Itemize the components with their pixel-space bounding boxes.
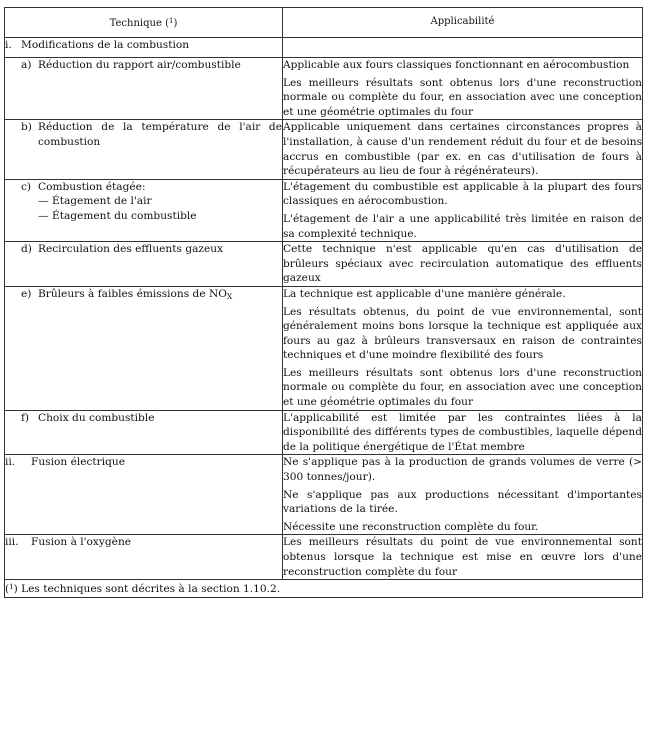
applicability-table bbox=[4, 7, 643, 598]
technique-cell: c) Combustion étagée: — Étagement de l'air — Étagement du combustible bbox=[5, 179, 283, 241]
footnote: ($^1$) Les techniques sont décrites à la section 1.10.2. bbox=[5, 580, 643, 598]
technique-cell: iii. Fusion à l'oxygène bbox=[5, 535, 283, 580]
applicability-cell: L'étagement du combustible est applicable à la plupart des fours classiques en aérocombustion. L'étagement de l'air a une applicabilité très limitée en raison de sa complexité technique. bbox=[283, 179, 643, 241]
applicability-cell: Applicable uniquement dans certaines circonstances propres à l'installation, à cause d'un rendement réduit du four et de besoins accrus en combustible (par ex. en cas d'utilisation de fours à récupérateurs au lieu de four à régénérateurs). bbox=[283, 120, 643, 179]
header-technique: Technique ($^1$) bbox=[5, 8, 283, 38]
table-row bbox=[5, 455, 643, 535]
table-row bbox=[5, 179, 643, 241]
table-header-row bbox=[5, 8, 643, 38]
table-row bbox=[5, 410, 643, 455]
technique-cell: ii. Fusion électrique bbox=[5, 455, 283, 535]
table-row bbox=[5, 120, 643, 179]
table-row bbox=[5, 286, 643, 410]
applicability-cell: L'applicabilité est limitée par les contraintes liées à la disponibilité des différents types de combustibles, laquelle dépend de la politique énergétique de l'État membre bbox=[283, 410, 643, 455]
table-row bbox=[5, 58, 643, 120]
table-row bbox=[5, 38, 643, 58]
footnote-row bbox=[5, 580, 643, 598]
header-applicabilite: Applicabilité bbox=[283, 8, 643, 38]
technique-cell: d) Recirculation des effluents gazeux bbox=[5, 242, 283, 287]
table-row bbox=[5, 535, 643, 580]
technique-cell: a) Réduction du rapport air/combustible bbox=[5, 58, 283, 120]
sub-item: — Étagement du combustible bbox=[38, 209, 197, 222]
applicability-cell: Applicable aux fours classiques fonctionnant en aérocombustion Les meilleurs résultats sont obtenus lors d'une reconstruction normale ou complète du four, en association avec une conception et une géométrie optimales du four bbox=[283, 58, 643, 120]
applicability-cell: Cette technique n'est applicable qu'en cas d'utilisation de brûleurs spéciaux avec recirculation automatique des effluents gazeux bbox=[283, 242, 643, 287]
applicability-cell: La technique est applicable d'une manière générale. Les résultats obtenus, du point de vue environnemental, sont généralement moins bons lorsque la technique est appliquée aux fours au gaz à brûleurs transversaux en raison de contraintes techniques et d'une moindre flexibilité des fours Les meilleurs résultats sont obtenus lors d'une reconstruction normale ou complète du four, en association avec une conception et une géométrie optimales du four bbox=[283, 286, 643, 410]
technique-cell: i. Modifications de la combustion bbox=[5, 38, 283, 58]
technique-cell: f) Choix du combustible bbox=[5, 410, 283, 455]
sub-item: — Étagement de l'air bbox=[38, 195, 152, 208]
applicability-cell: Ne s'applique pas à la production de grands volumes de verre (> 300 tonnes/jour). Ne s'applique pas aux productions nécessitant d'importantes variations de la tirée. Nécessite une reconstruction complète du four. bbox=[283, 455, 643, 535]
applicability-cell: Les meilleurs résultats du point de vue environnemental sont obtenus lorsque la technique est mise en œuvre lors d'une reconstruction complète du four bbox=[283, 535, 643, 580]
table-row bbox=[5, 242, 643, 287]
technique-cell: b) Réduction de la température de l'air de combustion bbox=[5, 120, 283, 179]
technique-cell: e) Brûleurs à faibles émissions de $NO_X$ bbox=[5, 286, 283, 410]
applicability-cell bbox=[283, 38, 643, 58]
